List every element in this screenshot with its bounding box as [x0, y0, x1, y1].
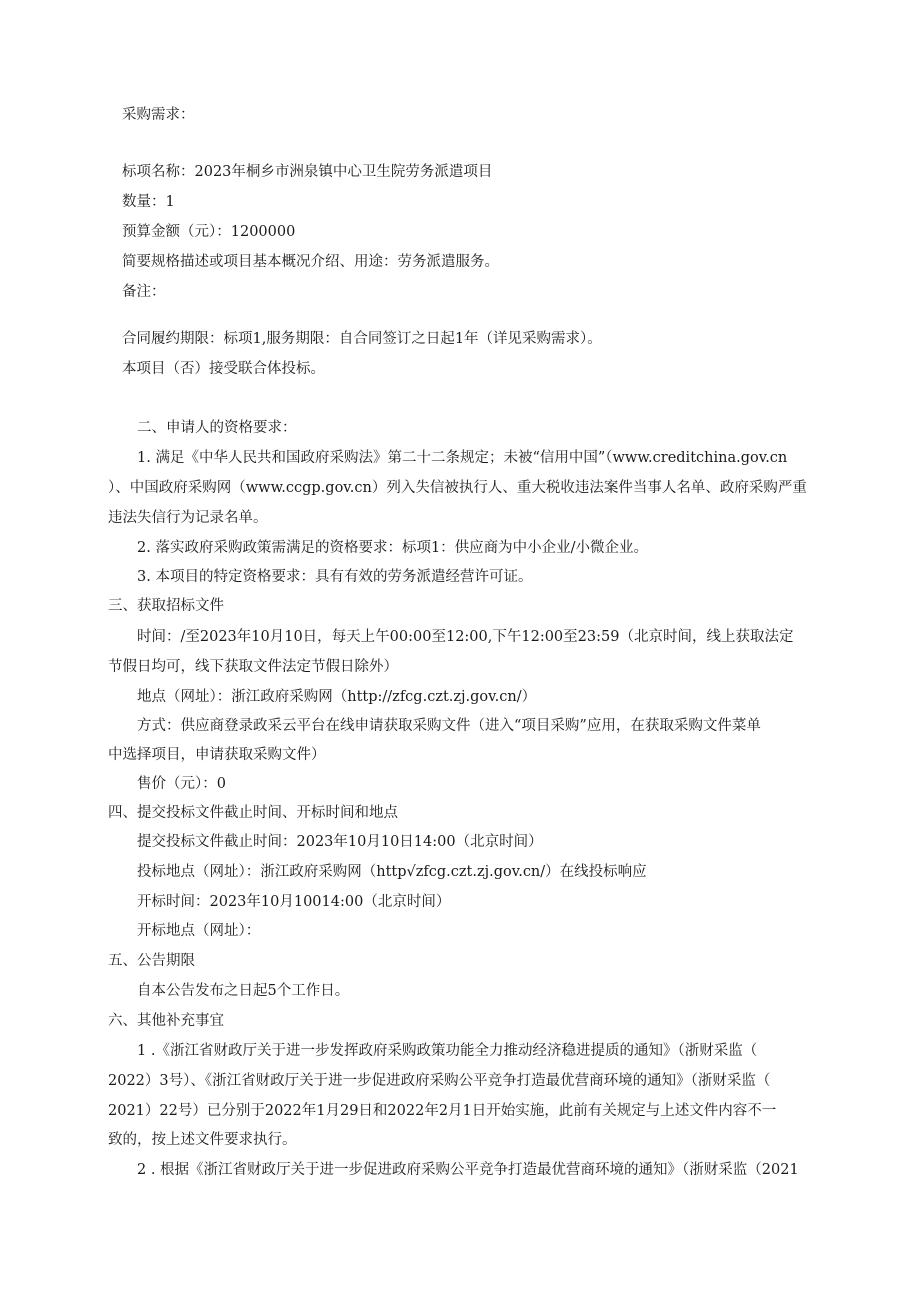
section-4-heading: 四、提交投标文件截止时间、开标时间和地点: [108, 805, 398, 821]
price: 售价（元）：0: [137, 776, 226, 792]
qualification-1-line-1: 1. 满足《中华人民共和国政府采购法》第二十二条规定；未被“信用中国”（www.creditchina.gov.cn: [137, 450, 788, 466]
section-2-heading: 二、申请人的资格要求：: [137, 420, 297, 436]
qualification-3: 3. 本项目的特定资格要求：具有有效的劳务派遣经营许可证。: [137, 569, 533, 585]
section-5-heading: 五、公告期限: [108, 953, 195, 969]
qualification-2: 2. 落实政府采购政策需满足的资格要求：标项1：供应商为中小企业/小微企业。: [137, 540, 649, 556]
contract-term: 合同履约期限：标项1,服务期限：自合同签订之日起1年（详见采购需求）。: [122, 331, 602, 347]
budget-amount: 预算金额（元）：1200000: [122, 224, 296, 240]
qualification-1-line-2: ）、中国政府采购网（www.ccgp.gov.cn）列入失信被执行人、重大税收违法案件当事人名单、政府采购严重: [108, 480, 807, 496]
supplement-1-line-3: 2021）22号）已分别于2022年1月29日和2022年2月1日开始实施，此前有关规定与上述文件内容不一: [108, 1103, 777, 1119]
remarks: 备注：: [122, 284, 166, 300]
supplement-1-line-4: 致的，按上述文件要求执行。: [108, 1132, 297, 1148]
bid-location: 投标地点（网址）：浙江政府采购网（http√zfcg.czt.zj.gov.cn/）在线投标响应: [137, 864, 647, 880]
bid-deadline: 提交投标文件截止时间：2023年10月10日14:00（北京时间）: [137, 834, 543, 850]
consortium-bid: 本项目（否）接受联合体投标。: [122, 361, 325, 377]
heading-procurement-needs: 采购需求：: [122, 107, 195, 123]
opening-location: 开标地点（网址）：: [137, 923, 261, 939]
section-6-heading: 六、其他补充事宜: [108, 1013, 224, 1029]
section-3-heading: 三、获取招标文件: [108, 598, 224, 614]
supplement-1-line-1: 1 .《浙江省财政厅关于进一步发挥政府采购政策功能全力推动经济稳进提质的通知》（浙财采监（: [137, 1043, 758, 1059]
supplement-1-line-2: 2022）3号）、《浙江省财政厅关于进一步促进政府采购公平竞争打造最优营商环境的通知》（浙财采监（: [108, 1073, 771, 1089]
acquire-time-line-1: 时间：/至2023年10月10日，每天上午00:00至12:00,下午12:00至23:59（北京时间，线上获取法定: [137, 629, 794, 645]
supplement-2-line-1: 2 . 根据《浙江省财政厅关于进一步促进政府采购公平竞争打造最优营商环境的通知》（浙财采监（2021: [137, 1162, 799, 1178]
notice-period: 自本公告发布之日起5个工作日。: [137, 983, 350, 999]
quantity: 数量：1: [122, 194, 175, 210]
acquire-time-line-2: 节假日均可，线下获取文件法定节假日除外）: [108, 659, 398, 675]
opening-time: 开标时间：2023年10月10014:00（北京时间）: [137, 894, 451, 910]
spec-description: 简要规格描述或项目基本概况介绍、用途：劳务派遣服务。: [122, 254, 499, 270]
acquire-location: 地点（网址）：浙江政府采购网（http://zfcg.czt.zj.gov.cn/）: [137, 689, 537, 705]
acquire-method-line-1: 方式：供应商登录政采云平台在线申请获取采购文件（进入“项目采购”应用，在获取采购文件菜单: [137, 718, 761, 734]
acquire-method-line-2: 中选择项目，申请获取采购文件）: [108, 747, 326, 763]
lot-name: 标项名称：2023年桐乡市洲泉镇中心卫生院劳务派遣项目: [122, 164, 493, 180]
qualification-1-line-3: 违法失信行为记录名单。: [108, 510, 268, 526]
